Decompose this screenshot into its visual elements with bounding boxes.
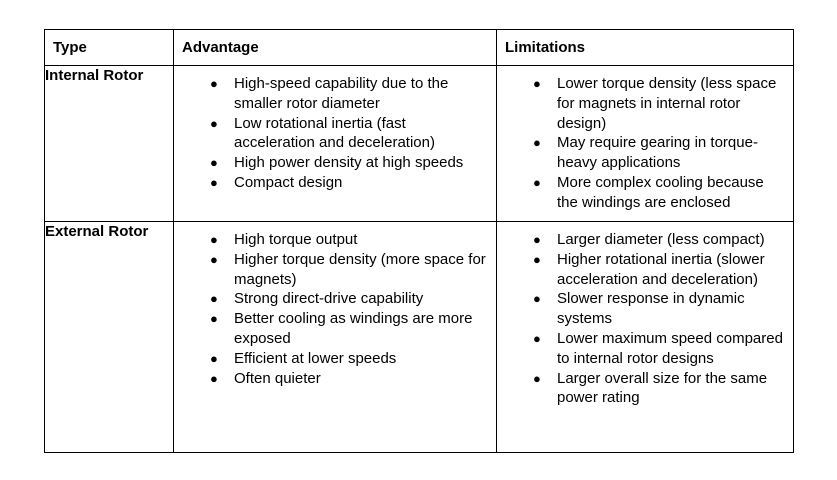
list-item-text: Lower maximum speed compared to internal rotor designs [557, 329, 783, 367]
list-item-text: May require gearing in torque-heavy applications [557, 134, 758, 172]
advantages-cell-external-rotor [174, 222, 497, 453]
bullet-icon: ● [533, 330, 541, 346]
bullet-icon: ● [533, 76, 541, 91]
list-item-text: Higher torque density (more space for magnets) [234, 250, 486, 288]
bullet-icon: ● [533, 135, 541, 151]
list-item-text: High power density at high speeds [234, 154, 464, 172]
bullet-icon: ● [533, 174, 541, 190]
list-item [497, 329, 793, 369]
list-item-text: Strong direct-drive capability [234, 290, 424, 308]
limitations-list [497, 222, 793, 408]
list-item [497, 230, 793, 250]
list-item-text: Often quieter [234, 369, 321, 387]
list-item-text: Larger diameter (less compact) [557, 231, 765, 248]
bullet-icon: ● [533, 370, 541, 386]
list-item-text: Larger overall size for the same power rating [557, 369, 768, 407]
advantages-list [174, 66, 496, 193]
bullet-icon: ● [533, 232, 541, 247]
list-item-text: Compact design [234, 173, 343, 191]
list-item [497, 369, 793, 409]
list-item [174, 173, 496, 193]
bullet-icon: ● [533, 251, 541, 267]
list-item [497, 250, 793, 290]
list-item-text: Efficient at lower speeds [234, 349, 397, 367]
list-item [174, 309, 496, 349]
list-item [497, 74, 793, 133]
list-item [174, 153, 496, 173]
list-item [174, 74, 496, 114]
limitations-cell-external-rotor [497, 222, 794, 453]
type-cell-internal-rotor: Internal Rotor [45, 66, 174, 222]
bullet-icon: ● [210, 311, 218, 327]
list-item-text: Higher rotational inertia (slower acceleration and deceleration) [557, 250, 765, 288]
bullet-icon: ● [210, 174, 218, 190]
list-item-text: More complex cooling because the windings are enclosed [557, 173, 764, 211]
table-row-internal-rotor [45, 66, 794, 222]
list-item [174, 114, 496, 154]
list-item-text: Better cooling as windings are more exposed [234, 310, 473, 347]
bullet-icon: ● [210, 155, 218, 171]
list-item-text: High torque output [234, 231, 358, 248]
list-item [497, 133, 793, 173]
bullet-icon: ● [210, 232, 218, 247]
bullet-icon: ● [210, 370, 218, 386]
list-item-text: Low rotational inertia (fast acceleration and deceleration) [234, 114, 435, 152]
limitations-cell-internal-rotor [497, 66, 794, 222]
rotor-comparison-table [44, 29, 794, 453]
table-row-external-rotor [45, 222, 794, 453]
bullet-icon: ● [210, 251, 218, 267]
header-advantage: Advantage [174, 30, 497, 66]
list-item-text: Slower response in dynamic systems [557, 290, 745, 328]
bullet-icon: ● [210, 291, 218, 307]
list-item [174, 289, 496, 309]
bullet-icon: ● [210, 350, 218, 366]
header-limitations: Limitations [497, 30, 794, 66]
limitations-list [497, 66, 793, 213]
bullet-icon: ● [533, 291, 541, 307]
list-item [174, 369, 496, 389]
advantages-cell-internal-rotor [174, 66, 497, 222]
type-cell-external-rotor: External Rotor [45, 222, 174, 453]
bullet-icon: ● [210, 115, 218, 131]
list-item [174, 230, 496, 250]
table-header-row [45, 30, 794, 66]
advantages-list [174, 222, 496, 388]
header-type: Type [45, 30, 174, 66]
list-item [497, 173, 793, 213]
list-item [174, 250, 496, 290]
bullet-icon: ● [210, 76, 218, 91]
list-item [497, 289, 793, 329]
list-item-text: High-speed capability due to the smaller rotor diameter [234, 75, 449, 112]
list-item-text: Lower torque density (less space for magnets in internal rotor design) [557, 75, 777, 132]
list-item [174, 349, 496, 369]
